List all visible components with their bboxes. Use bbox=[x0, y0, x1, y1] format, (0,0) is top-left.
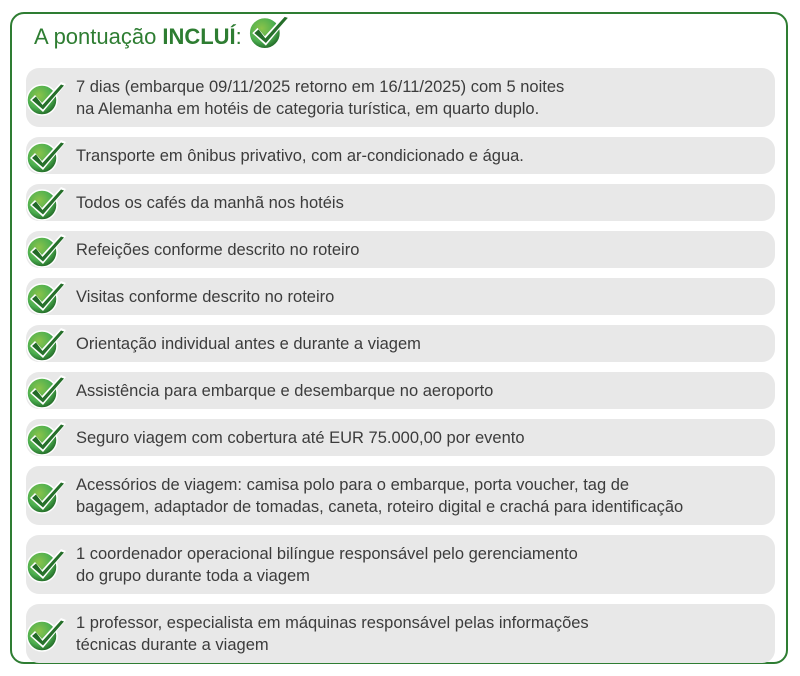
list-item bbox=[26, 137, 775, 174]
checkmark-icon bbox=[24, 78, 68, 118]
header-colon: : bbox=[235, 24, 242, 49]
list-item bbox=[26, 184, 775, 221]
item-text: Assistência para embarque e desembarque no aeroporto bbox=[76, 381, 494, 400]
list-item bbox=[26, 325, 775, 362]
list-item bbox=[26, 535, 775, 594]
checkmark-icon bbox=[24, 230, 68, 270]
list-item bbox=[26, 466, 775, 525]
header-emphasis: INCLUÍ bbox=[162, 24, 236, 49]
item-text: Refeições conforme descrito no roteiro bbox=[76, 240, 360, 259]
item-text: Transporte em ônibus privativo, com ar-condicionado e água. bbox=[76, 146, 524, 165]
list-item bbox=[26, 231, 775, 268]
item-text: 1 professor, especialista em máquinas responsável pelas informações técnicas durante a viagem bbox=[76, 613, 589, 654]
list-item bbox=[26, 419, 775, 456]
item-text: Acessórios de viagem: camisa polo para o embarque, porta voucher, tag de bagagem, adaptador de tomadas, caneta, roteiro digital e crachá para identificação bbox=[76, 475, 684, 516]
item-text: Visitas conforme descrito no roteiro bbox=[76, 287, 335, 306]
item-text: Todos os cafés da manhã nos hotéis bbox=[76, 193, 344, 212]
checkmark-icon bbox=[24, 545, 68, 585]
item-text: 7 dias (embarque 09/11/2025 retorno em 16/11/2025) com 5 noites na Alemanha em hotéis de categoria turística, em quarto duplo. bbox=[76, 77, 565, 118]
header-prefix: A pontuação bbox=[34, 24, 157, 49]
checkmark-icon bbox=[24, 614, 68, 654]
checkmark-icon bbox=[24, 418, 68, 458]
item-text: Seguro viagem com cobertura até EUR 75.000,00 por evento bbox=[76, 428, 525, 447]
checkmark-icon bbox=[24, 371, 68, 411]
checkmark-icon bbox=[24, 277, 68, 317]
item-text: Orientação individual antes e durante a viagem bbox=[76, 334, 421, 353]
checkmark-icon bbox=[24, 183, 68, 223]
panel-header bbox=[34, 20, 292, 54]
checkmark-icon bbox=[24, 476, 68, 516]
list-item bbox=[26, 372, 775, 409]
checkmark-icon bbox=[246, 9, 292, 53]
checkmark-icon bbox=[24, 324, 68, 364]
list-item bbox=[26, 278, 775, 315]
included-items-list bbox=[26, 68, 775, 673]
list-item bbox=[26, 604, 775, 663]
item-text: 1 coordenador operacional bilíngue responsável pelo gerenciamento do grupo durante toda a viagem bbox=[76, 544, 578, 585]
checkmark-icon bbox=[24, 136, 68, 176]
list-item bbox=[26, 68, 775, 127]
